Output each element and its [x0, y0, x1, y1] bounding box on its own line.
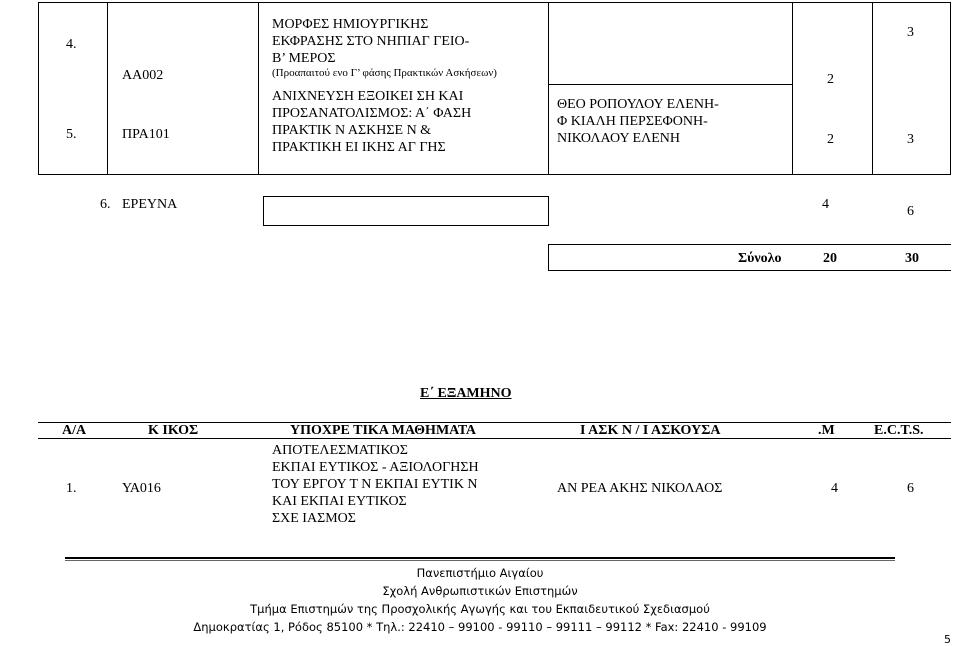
footer-university: Πανεπιστήμιο Αιγαίου: [416, 566, 544, 580]
page-number: 5: [944, 633, 951, 646]
course-title: ΑΠΟΤΕΛΕΣΜΑΤΙΚΟΣ ΕΚΠΑΙ ΕΥΤΙΚΟΣ - ΑΞΙΟΛΟΓΗΣΗ ΤΟΥ ΕΡΓΟΥ Τ Ν ΕΚΠΑΙ ΕΥΤΙΚ Ν ΚΑΙ ΕΚΠΑΙ ΕΥΤΙΚΟΣ ΣΧΕ ΙΑΣΜΟΣ: [272, 443, 479, 526]
row-number: 5.: [66, 127, 77, 142]
footer-school: Σχολή Ανθρωπιστικών Επιστημών: [382, 584, 578, 598]
header-m: .Μ: [818, 423, 835, 438]
course-title: ΜΟΡΦΕΣ ΗΜΙΟΥΡΓΙΚΗΣ ΕΚΦΡΑΣΗΣ ΣΤΟ ΝΗΠΙΑΓ ΓΕΙΟ- Β’ ΜΕΡΟΣ (Προαπαιτού ενο Γ’ φάσης Πρακτικών Ασκήσεων): [272, 17, 497, 79]
header-aa: Α/Α: [62, 423, 87, 438]
header-code: Κ ΙΚΟΣ: [148, 423, 199, 438]
footer-divider: [65, 557, 895, 559]
footer-department: Τμήμα Επιστημών της Προσχολικής Αγωγής και του Εκπαιδευτικού Σχεδιασμού: [250, 602, 710, 616]
header-ects: E.C.T.S.: [874, 423, 924, 438]
prerequisite-note: (Προαπαιτού ενο Γ’ φάσης Πρακτικών Ασκήσεων): [272, 67, 497, 79]
ects-value: 6: [907, 204, 914, 219]
course-title: ΑΝΙΧΝΕΥΣΗ ΕΞΟΙΚΕΙ ΣΗ ΚΑΙ ΠΡΟΣΑΝΑΤΟΛΙΣΜΟΣ: Α΄ ΦΑΣΗ ΠΡΑΚΤΙΚ Ν ΑΣΚΗΣΕ Ν & ΠΡΑΚΤΙΚΗ ΕΙ ΙΚΗΣ ΑΓ ΓΗΣ: [272, 89, 472, 155]
hours-value: 4: [822, 197, 829, 212]
hours-value: 2: [827, 72, 834, 87]
hours-value: 4: [831, 481, 838, 496]
course-code: ΑΑ002: [122, 68, 164, 83]
hours-value: 2: [827, 132, 834, 147]
footer-divider-thin: [65, 560, 895, 561]
total-hours: 20: [823, 251, 837, 266]
header-teacher: Ι ΑΣΚ Ν / Ι ΑΣΚΟΥΣΑ: [580, 423, 721, 438]
total-ects: 30: [905, 251, 919, 266]
total-label: Σύνολο: [738, 251, 782, 266]
teacher-name: ΑΝ ΡΕΑ ΑΚΗΣ ΝΙΚΟΛΑΟΣ: [557, 481, 723, 496]
ects-value: 3: [907, 25, 914, 40]
ects-value: 6: [907, 481, 914, 496]
semester-title: Ε΄ ΕΞΑΜΗΝΟ: [420, 386, 512, 401]
row-number: 4.: [66, 37, 77, 52]
row-number: 6.: [100, 197, 111, 212]
teacher-names: ΘΕΟ ΡΟΠΟΥΛΟΥ ΕΛΕΝΗ- Φ ΚΙΑΛΗ ΠΕΡΣΕΦΟΝΗ- ΝΙΚΟΛΑΟΥ ΕΛΕΝΗ: [557, 97, 719, 146]
course-code: ΥΑ016: [122, 481, 161, 496]
footer-contact: Δημοκρατίας 1, Ρόδος 85100 * Τηλ.: 22410 – 99100 - 99110 – 99111 – 99112 * Fax: 22410 - 99109: [193, 620, 767, 634]
row-number: 1.: [66, 481, 77, 496]
course-title: ΕΡΕΥΝΑ: [122, 197, 178, 212]
ects-value: 3: [907, 132, 914, 147]
header-subject: ΥΠΟΧΡΕ ΤΙΚΑ ΜΑΘΗΜΑΤΑ: [290, 423, 476, 438]
course-code: ΠΡΑ101: [122, 127, 170, 142]
